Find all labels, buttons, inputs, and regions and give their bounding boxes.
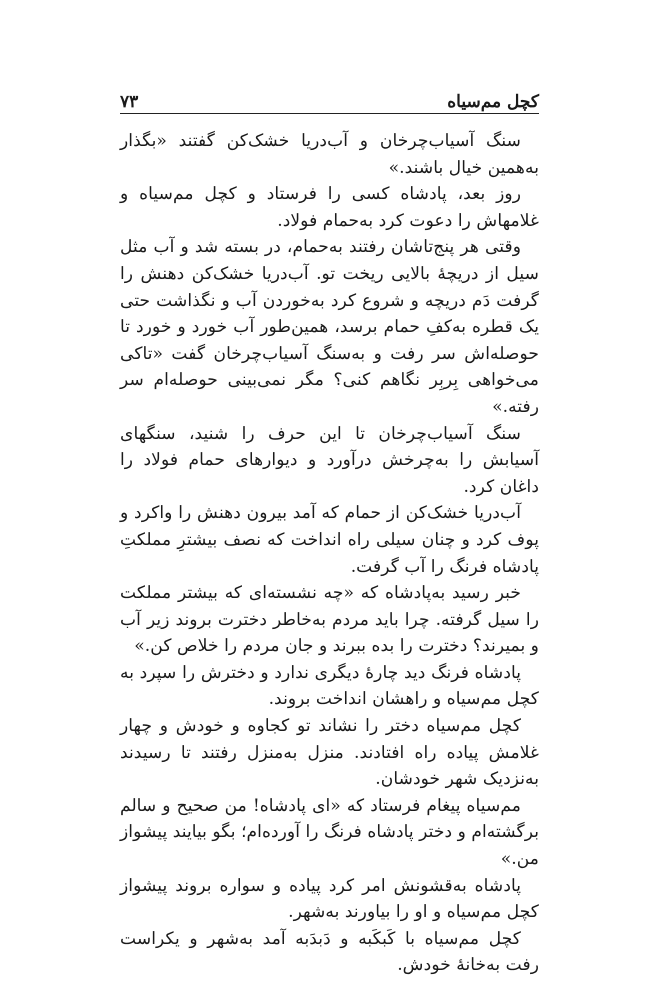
paragraph: سنگ آسیاب‌چرخان تا این حرف را شنید، سنگهای آسیابش را به‌چرخش درآورد و دیوارهای حمام فولاد را داغان کرد. (120, 423, 539, 497)
header-rule (120, 113, 539, 114)
running-title: کچل مم‌سیاه (447, 92, 539, 112)
paragraph: وقتی هر پنج‌تاشان رفتند به‌حمام، در بسته شد و آب مثل سیل از دریچهٔ بالایی ریخت تو. آب‌دریا خشک‌کن دهنش را گرفت دَم دریچه و شروع کرد به‌خوردن آب و نگذاشت حتی یک قطره به‌کفِ حمام برسد، همین‌طور آب خورد و خورد تا حوصله‌اش سر رفت و به‌سنگ آسیاب‌چرخان گفت «تاکی می‌خواهی بِربِر نگاهم کنی؟ مگر نمی‌بینی حوصله‌ام سر رفته.» (120, 237, 539, 417)
paragraph: پادشاه فرنگ دید چارهٔ دیگری ندارد و دخترش را سپرد به کچل مم‌سیاه و راهشان انداخت بروند. (120, 662, 539, 710)
paragraph: سنگ آسیاب‌چرخان و آب‌دریا خشک‌کن گفتند «بگذار به‌همین خیال باشند.» (120, 131, 539, 178)
paragraph: کچل مم‌سیاه دختر را نشاند تو کجاوه و خودش و چهار غلامش پیاده راه افتادند. منزل به‌منزل رفتند تا رسیدند به‌نزدیک شهر خودشان. (120, 716, 539, 790)
body-text (120, 128, 539, 979)
paragraph: خبر رسید به‌پادشاه که «چه نشسته‌ای که بیشتر مملکت را سیل گرفته. چرا باید مردم به‌خاطر دخترت بروند زیر آب و بمیرند؟ دخترت را بده ببرند و جان مردم را خلاص کن.» (120, 583, 539, 657)
running-header (120, 86, 539, 112)
paragraph: کچل مم‌سیاه با کَبکَبه و دَبدَبه آمد به‌شهر و یکراست رفت به‌خانهٔ خودش. (120, 928, 539, 976)
paragraph: مم‌سیاه پیغام فرستاد که «ای پادشاه! من صحیح و سالم برگشته‌ام و دختر پادشاه فرنگ را آورده‌ام؛ بگو بیایند پیشواز من.» (120, 795, 539, 870)
paragraph: پادشاه به‌قشونش امر کرد پیاده و سواره بروند پیشواز کچل مم‌سیاه و او را بیاورند به‌شهر. (120, 875, 539, 923)
paragraph: آب‌دریا خشک‌کن از حمام که آمد بیرون دهنش را واکرد و پوف کرد و چنان سیلی راه انداخت که نصف بیشترِ مملکتِ پادشاه فرنگ را آب گرفت. (120, 503, 539, 577)
page-number: ۷۳ (120, 92, 139, 112)
paragraph: روز بعد، پادشاه کسی را فرستاد و کچل مم‌سیاه و غلامهاش را دعوت کرد به‌حمام فولاد. (120, 184, 539, 231)
